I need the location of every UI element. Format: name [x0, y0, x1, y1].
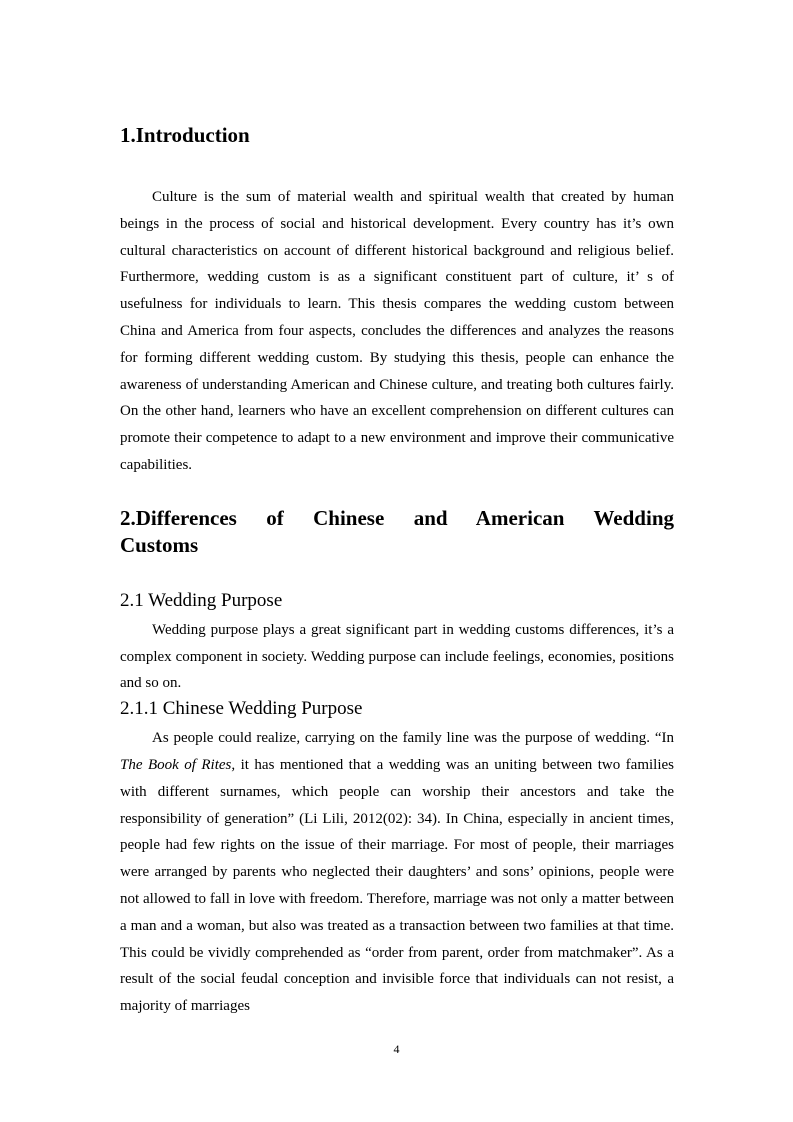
paragraph-wedding-purpose: Wedding purpose plays a great significant part in wedding customs differences, it’s a complex component in society. Wedding purpose can include feelings, economies, positions and so on.	[120, 621, 674, 692]
heading-differences	[120, 505, 674, 559]
paragraph-chinese-start: As people could realize, carrying on the family line was the purpose of wedding. “In	[152, 730, 674, 747]
heading-chinese-wedding-purpose: 2.1.1 Chinese Wedding Purpose	[120, 698, 363, 720]
page-content	[120, 122, 674, 1020]
book-title-reference: The Book of Rites,	[120, 756, 236, 773]
heading-differences-line1: 2.Differences of Chinese and American Wedding	[120, 505, 674, 530]
paragraph-introduction: Culture is the sum of material wealth and spiritual wealth that created by human beings in the process of social and historical development. Every country has it’s own cultural characteristics on account of different historical background and religious belief. Furthermore, wedding custom is as a significant constituent part of culture, it’ s of usefulness for individuals to learn. This thesis compares the wedding custom between China and America from four aspects, concludes the differences and analyzes the reasons for forming different wedding custom. By studying this thesis, people can enhance the awareness of understanding American and Chinese culture, and treating both cultures fairly. On the other hand, learners who have an excellent comprehension on different cultures can promote their competence to adapt to a new environment and improve their communicative capabilities.	[120, 189, 674, 473]
heading-introduction: 1.Introduction	[120, 123, 250, 147]
heading-differences-line2: Customs	[120, 532, 199, 557]
heading-wedding-purpose: 2.1 Wedding Purpose	[120, 589, 283, 611]
page-number: 4	[393, 1042, 400, 1056]
paragraph-chinese-rest: it has mentioned that a wedding was an uniting between two families with different surnames, which people can worship their ancestors and take the responsibility of generation” (Li Lili, 2012(02): 34). In China, especially in ancient times, people had few rights on the issue of their marriage. For most of people, their marriages were arranged by parents who neglected their daughters’ and sons’ opinions, people were not allowed to fall in love with freedom. Therefore, marriage was not only a matter between a man and a woman, but also was treated as a transaction between two families at that time. This could be vividly comprehended as “order from parent, order from matchmaker”. As a result of the social feudal conception and invisible force that individuals can not resist, a majority of marriages	[120, 756, 674, 1015]
paragraph-chinese-wedding-purpose	[120, 725, 674, 1020]
